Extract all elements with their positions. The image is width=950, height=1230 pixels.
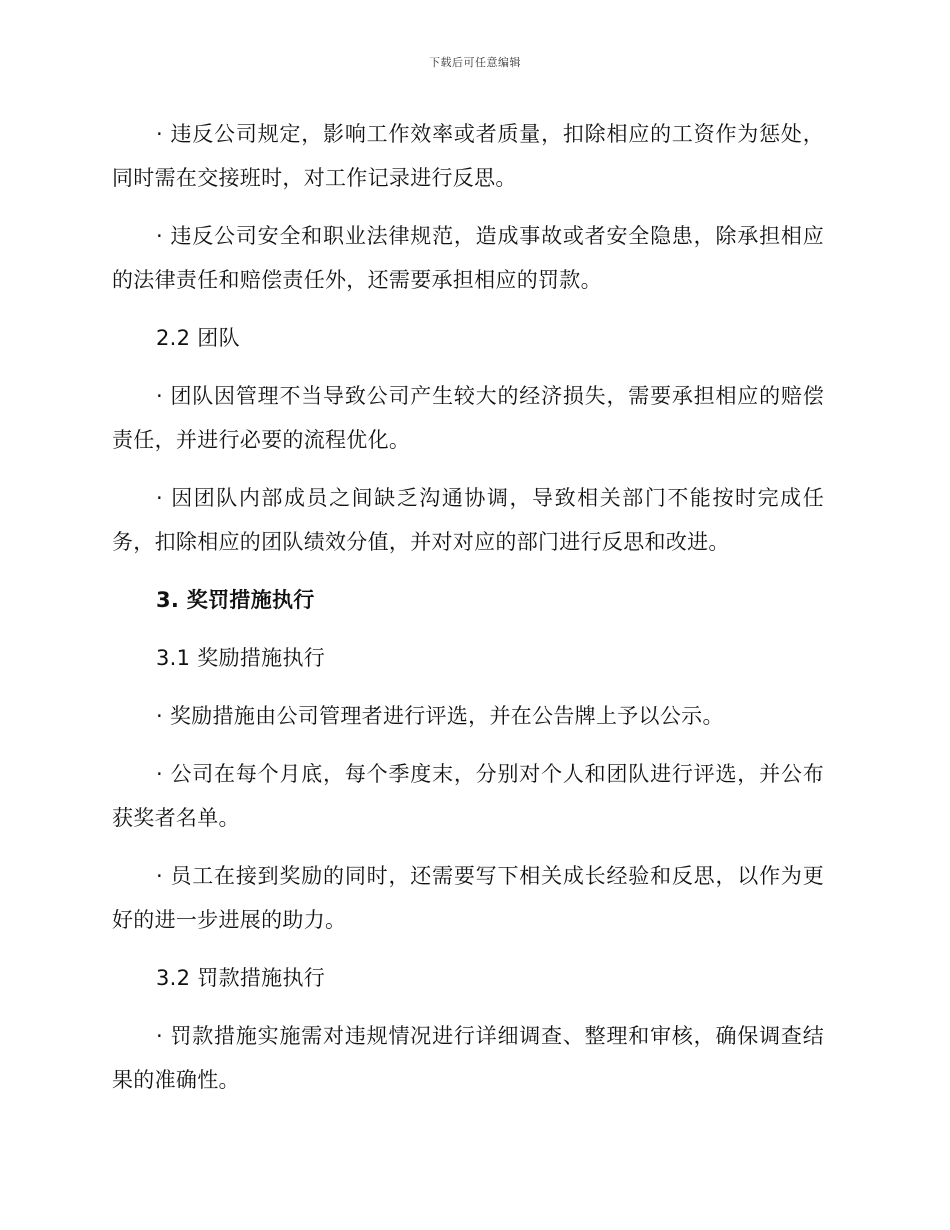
- paragraph-violation-safety: · 违反公司安全和职业法律规范，造成事故或者安全隐患，除承担相应的法律责任和赔偿责任外，还需要承担相应的罚款。: [112, 224, 824, 292]
- paragraph-team-communication: · 因团队内部成员之间缺乏沟通协调，导致相关部门不能按时完成任务，扣除相应的团队绩效分值，并对对应的部门进行反思和改进。: [112, 486, 824, 554]
- paragraph-reward-selection: · 奖励措施由公司管理者进行评选，并在公告牌上予以公示。: [156, 704, 724, 728]
- paragraph-penalty-investigation: · 罚款措施实施需对违规情况进行详细调查、整理和审核，确保调查结果的准确性。: [112, 1024, 824, 1092]
- page-header-note: 下载后可任意编辑: [429, 56, 521, 69]
- section-heading-team: 2.2 团队: [156, 326, 240, 350]
- paragraph-violation-rules: · 违反公司规定，影响工作效率或者质量，扣除相应的工资作为惩处，同时需在交接班时，对工作记录进行反思。: [112, 122, 824, 190]
- paragraph-reward-reflection: · 员工在接到奖励的同时，还需要写下相关成长经验和反思，以作为更好的进一步进展的助力。: [112, 864, 824, 932]
- section-heading-reward-execution: 3.1 奖励措施执行: [156, 646, 326, 670]
- section-heading-penalty-execution: 3.2 罚款措施执行: [156, 966, 326, 990]
- document-body: [112, 112, 824, 1116]
- section-heading-execution: 3. 奖罚措施执行: [156, 588, 315, 612]
- paragraph-team-management: · 团队因管理不当导致公司产生较大的经济损失，需要承担相应的赔偿责任，并进行必要的流程优化。: [112, 384, 824, 452]
- paragraph-reward-schedule: · 公司在每个月底，每个季度末，分别对个人和团队进行评选，并公布获奖者名单。: [112, 762, 824, 830]
